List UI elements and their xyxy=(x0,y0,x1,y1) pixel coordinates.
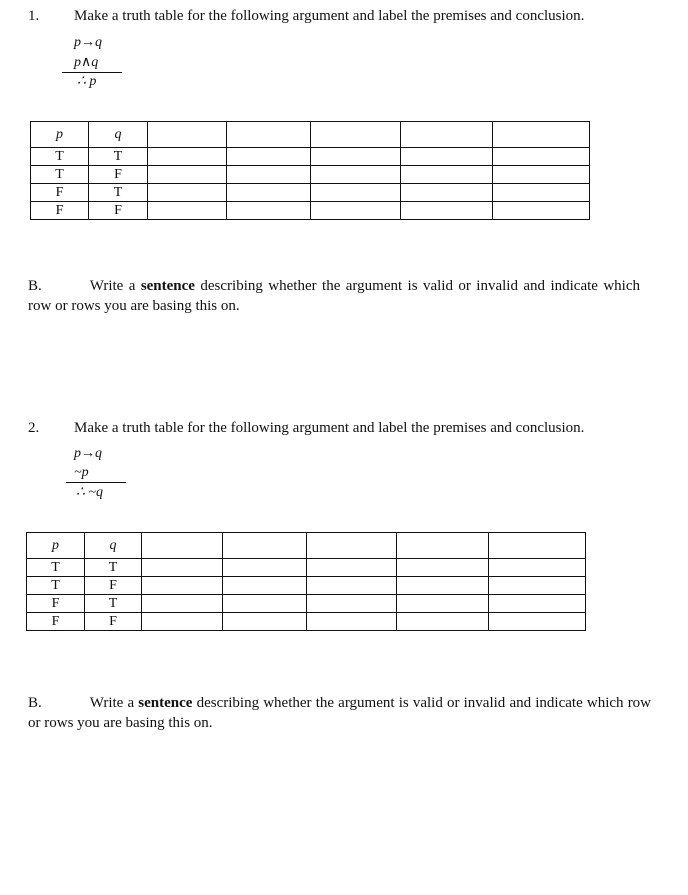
q1-cell-blank xyxy=(148,148,227,166)
q1-table-row xyxy=(31,202,590,220)
q2-cell-blank xyxy=(489,559,586,577)
q2-cell-blank xyxy=(223,559,307,577)
q1-cell-blank xyxy=(311,166,401,184)
q2-cell-blank xyxy=(142,613,223,631)
q2-cell-blank xyxy=(142,559,223,577)
q2-table-row xyxy=(27,595,586,613)
q2-part-b-post: describing whether the argument is valid or invalid and indicate which row or rows you are basing this on. xyxy=(28,695,652,731)
q2-argument-rule xyxy=(66,482,126,483)
q1-cell-blank xyxy=(493,166,590,184)
q1-part-b-post: describing whether the argument is valid or invalid and indicate which row or rows you are basing this on. xyxy=(28,278,641,314)
q2-cell-blank xyxy=(223,613,307,631)
q1-table-row xyxy=(31,184,590,202)
q1-header-blank xyxy=(493,122,590,148)
q1-cell-blank xyxy=(401,184,493,202)
q1-premise-2: p∧q xyxy=(74,55,99,70)
q1-cell-blank xyxy=(227,202,311,220)
q2-table-header-row xyxy=(27,533,586,559)
q1-table-row xyxy=(31,166,590,184)
q2-cell-blank xyxy=(489,613,586,631)
q2-header-blank xyxy=(307,533,397,559)
q1-cell-blank xyxy=(311,184,401,202)
q1-cell-p: T xyxy=(31,148,89,166)
q2-part-b-bold: sentence xyxy=(138,695,193,711)
q2-cell-blank xyxy=(223,595,307,613)
q2-cell-p: T xyxy=(27,577,85,595)
q1-cell-blank xyxy=(401,202,493,220)
q2-cell-blank xyxy=(397,577,489,595)
q1-cell-q: T xyxy=(89,184,148,202)
q2-table-row xyxy=(27,577,586,595)
q2-cell-q: T xyxy=(85,559,142,577)
q1-premise-1: p→q xyxy=(74,35,102,50)
q2-cell-q: F xyxy=(85,613,142,631)
q1-cell-blank xyxy=(311,202,401,220)
q2-part-b-pre: Write a xyxy=(89,695,135,711)
q1-cell-blank xyxy=(493,148,590,166)
q2-header-blank xyxy=(142,533,223,559)
q2-header-blank xyxy=(489,533,586,559)
q1-part-b-bold: sentence xyxy=(140,278,195,294)
q1-header-blank xyxy=(401,122,493,148)
q2-cell-blank xyxy=(307,595,397,613)
q2-cell-p: F xyxy=(27,613,85,631)
q2-cell-blank xyxy=(142,577,223,595)
q1-header-blank xyxy=(311,122,401,148)
q1-header-blank xyxy=(227,122,311,148)
q2-cell-blank xyxy=(307,559,397,577)
q2-cell-blank xyxy=(307,577,397,595)
q1-cell-q: F xyxy=(89,202,148,220)
q2-header-blank xyxy=(397,533,489,559)
q1-cell-blank xyxy=(227,166,311,184)
q2-table-row xyxy=(27,559,586,577)
q1-cell-blank xyxy=(401,148,493,166)
q1-header-q: q xyxy=(89,122,148,148)
q2-cell-blank xyxy=(397,595,489,613)
q2-instruction: Make a truth table for the following argument and label the premises and conclusion. xyxy=(74,420,585,436)
q2-cell-p: T xyxy=(27,559,85,577)
q2-header-q: q xyxy=(85,533,142,559)
q2-premise-2: ~p xyxy=(74,465,89,480)
q1-truth-table xyxy=(30,121,590,220)
q1-cell-p: F xyxy=(31,184,89,202)
q2-cell-blank xyxy=(489,577,586,595)
q2-cell-blank xyxy=(307,613,397,631)
q2-cell-blank xyxy=(489,595,586,613)
q1-cell-p: T xyxy=(31,166,89,184)
q1-part-b xyxy=(28,276,640,316)
q2-premise-1: p→q xyxy=(74,446,102,461)
q1-cell-blank xyxy=(148,166,227,184)
q1-instruction: Make a truth table for the following argument and label the premises and conclusion. xyxy=(74,8,585,24)
q2-cell-blank xyxy=(142,595,223,613)
q1-table-row xyxy=(31,148,590,166)
q1-table-header-row xyxy=(31,122,590,148)
q1-cell-blank xyxy=(227,148,311,166)
q2-table-row xyxy=(27,613,586,631)
q2-truth-table xyxy=(26,532,586,631)
q1-header-p: p xyxy=(31,122,89,148)
q1-cell-q: F xyxy=(89,166,148,184)
q1-cell-blank xyxy=(401,166,493,184)
q1-cell-blank xyxy=(493,202,590,220)
q2-cell-q: T xyxy=(85,595,142,613)
q2-cell-blank xyxy=(397,559,489,577)
q1-cell-blank xyxy=(493,184,590,202)
q1-header-blank xyxy=(148,122,227,148)
q2-cell-q: F xyxy=(85,577,142,595)
q2-header-blank xyxy=(223,533,307,559)
q1-cell-p: F xyxy=(31,202,89,220)
q1-cell-q: T xyxy=(89,148,148,166)
q2-number: 2. xyxy=(28,420,40,436)
q2-part-b xyxy=(28,693,651,733)
q2-conclusion: ∴ ~q xyxy=(76,485,103,500)
q1-part-b-pre: Write a xyxy=(89,278,136,294)
q1-number: 1. xyxy=(28,8,40,24)
q2-header-p: p xyxy=(27,533,85,559)
q2-cell-blank xyxy=(397,613,489,631)
q1-part-b-label: B. xyxy=(28,278,42,294)
q2-cell-p: F xyxy=(27,595,85,613)
q1-cell-blank xyxy=(148,202,227,220)
q1-cell-blank xyxy=(148,184,227,202)
q2-part-b-label: B. xyxy=(28,695,42,711)
q1-cell-blank xyxy=(311,148,401,166)
q2-cell-blank xyxy=(223,577,307,595)
q1-cell-blank xyxy=(227,184,311,202)
q1-conclusion: ∴ p xyxy=(77,74,97,89)
